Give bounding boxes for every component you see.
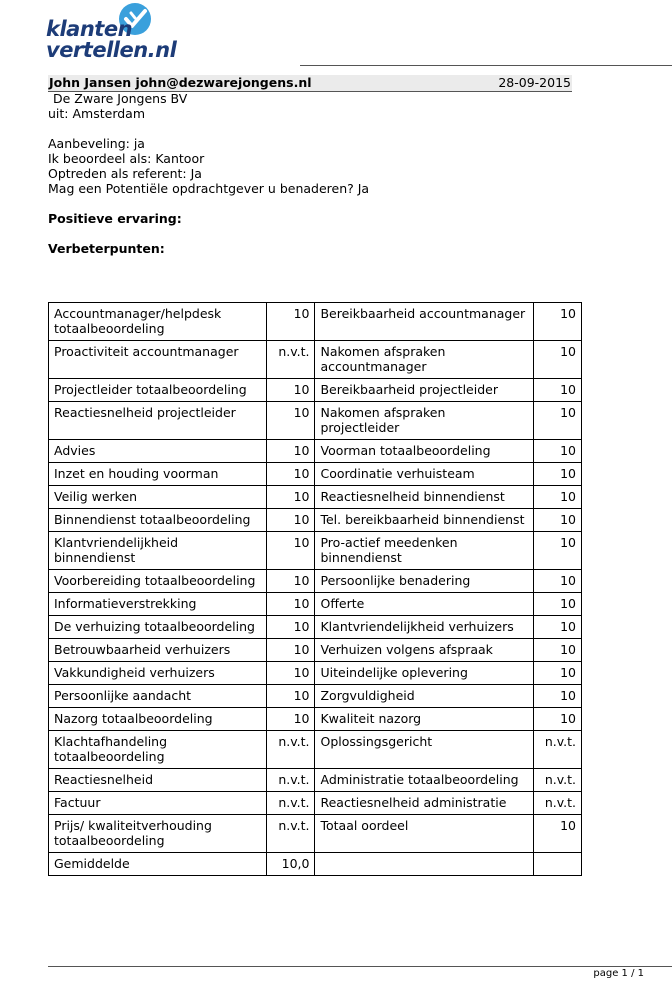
criterion-label bbox=[315, 853, 533, 876]
criterion-label: Projectleider totaalbeoordeling bbox=[49, 379, 267, 402]
score-row bbox=[49, 402, 582, 440]
criterion-label: Binnendienst totaalbeoordeling bbox=[49, 509, 267, 532]
criterion-score bbox=[533, 853, 581, 876]
header-divider bbox=[300, 65, 672, 66]
criterion-label: Reactiesnelheid administratie bbox=[315, 792, 533, 815]
criterion-label: Nazorg totaalbeoordeling bbox=[49, 708, 267, 731]
criterion-score: 10 bbox=[267, 303, 315, 341]
recommendation-line: Aanbeveling: ja bbox=[48, 136, 145, 151]
criterion-score: n.v.t. bbox=[533, 769, 581, 792]
criterion-score: 10 bbox=[267, 509, 315, 532]
score-row bbox=[49, 379, 582, 402]
criterion-label: Nakomen afspraken accountmanager bbox=[315, 341, 533, 379]
score-row bbox=[49, 532, 582, 570]
criterion-label: Kwaliteit nazorg bbox=[315, 708, 533, 731]
criterion-score: 10 bbox=[267, 463, 315, 486]
criterion-score: 10 bbox=[267, 486, 315, 509]
criterion-score: 10 bbox=[533, 616, 581, 639]
score-row bbox=[49, 662, 582, 685]
criterion-score: 10 bbox=[533, 303, 581, 341]
criterion-score: 10 bbox=[267, 532, 315, 570]
score-row bbox=[49, 731, 582, 769]
criterion-score: 10 bbox=[267, 379, 315, 402]
score-row bbox=[49, 792, 582, 815]
criterion-score: 10 bbox=[533, 639, 581, 662]
score-row bbox=[49, 616, 582, 639]
score-table bbox=[48, 302, 582, 876]
criterion-label: Reactiesnelheid bbox=[49, 769, 267, 792]
criterion-label: Zorgvuldigheid bbox=[315, 685, 533, 708]
criterion-score: 10 bbox=[267, 593, 315, 616]
score-row bbox=[49, 463, 582, 486]
score-row bbox=[49, 769, 582, 792]
criterion-label: Persoonlijke aandacht bbox=[49, 685, 267, 708]
score-row bbox=[49, 509, 582, 532]
logo-text-suffix: .nl bbox=[147, 38, 177, 62]
review-date: 28-09-2015 bbox=[498, 75, 571, 90]
company-name: De Zware Jongens BV bbox=[53, 91, 188, 106]
criterion-score: 10 bbox=[267, 616, 315, 639]
criterion-label: Advies bbox=[49, 440, 267, 463]
criterion-label: Reactiesnelheid binnendienst bbox=[315, 486, 533, 509]
criterion-label: Prijs/ kwaliteitverhouding totaalbeoordeling bbox=[49, 815, 267, 853]
criterion-label: Voorbereiding totaalbeoordeling bbox=[49, 570, 267, 593]
criterion-label: Oplossingsgericht bbox=[315, 731, 533, 769]
criterion-score: 10 bbox=[533, 463, 581, 486]
score-row bbox=[49, 593, 582, 616]
criterion-score: 10 bbox=[533, 685, 581, 708]
criterion-score: n.v.t. bbox=[267, 815, 315, 853]
criterion-label: Verhuizen volgens afspraak bbox=[315, 639, 533, 662]
criterion-label: Informatieverstrekking bbox=[49, 593, 267, 616]
review-header bbox=[48, 75, 572, 92]
score-row bbox=[49, 853, 582, 876]
criterion-score: 10 bbox=[533, 662, 581, 685]
criterion-score: n.v.t. bbox=[267, 769, 315, 792]
criterion-label: Coordinatie verhuisteam bbox=[315, 463, 533, 486]
criterion-label: Klantvriendelijkheid verhuizers bbox=[315, 616, 533, 639]
criterion-score: 10 bbox=[533, 593, 581, 616]
score-row bbox=[49, 708, 582, 731]
klantenvertellen-logo bbox=[46, 4, 177, 66]
criterion-label: Klantvriendelijkheid binnendienst bbox=[49, 532, 267, 570]
criterion-score: n.v.t. bbox=[533, 731, 581, 769]
score-row bbox=[49, 815, 582, 853]
logo-text-vertellen: vertellen bbox=[46, 38, 148, 62]
criterion-score: 10 bbox=[533, 509, 581, 532]
criterion-label: Accountmanager/helpdesk totaalbeoordeling bbox=[49, 303, 267, 341]
criterion-score: n.v.t. bbox=[533, 792, 581, 815]
logo-text-line2 bbox=[46, 40, 176, 61]
criterion-score: 10 bbox=[267, 570, 315, 593]
criterion-score: n.v.t. bbox=[267, 731, 315, 769]
criterion-label: Nakomen afspraken projectleider bbox=[315, 402, 533, 440]
logo-text-line1: klanten bbox=[46, 17, 133, 41]
positive-experience-heading: Positieve ervaring: bbox=[48, 211, 182, 226]
score-row bbox=[49, 685, 582, 708]
criterion-label: Factuur bbox=[49, 792, 267, 815]
criterion-score: 10 bbox=[533, 815, 581, 853]
criterion-label: Gemiddelde bbox=[49, 853, 267, 876]
criterion-label: Inzet en houding voorman bbox=[49, 463, 267, 486]
criterion-label: Reactiesnelheid projectleider bbox=[49, 402, 267, 440]
criterion-label: De verhuizing totaalbeoordeling bbox=[49, 616, 267, 639]
criterion-label: Betrouwbaarheid verhuizers bbox=[49, 639, 267, 662]
criterion-score: 10 bbox=[533, 486, 581, 509]
contact-permission-line: Mag een Potentiële opdrachtgever u benaderen? Ja bbox=[48, 181, 370, 196]
criterion-label: Uiteindelijke oplevering bbox=[315, 662, 533, 685]
criterion-label: Offerte bbox=[315, 593, 533, 616]
criterion-score: n.v.t. bbox=[267, 341, 315, 379]
criterion-score: 10 bbox=[267, 708, 315, 731]
criterion-score: 10 bbox=[533, 708, 581, 731]
score-row bbox=[49, 570, 582, 593]
criterion-label: Klachtafhandeling totaalbeoordeling bbox=[49, 731, 267, 769]
criterion-label: Bereikbaarheid accountmanager bbox=[315, 303, 533, 341]
criterion-score: 10,0 bbox=[267, 853, 315, 876]
criterion-score: 10 bbox=[533, 532, 581, 570]
criterion-label: Bereikbaarheid projectleider bbox=[315, 379, 533, 402]
criterion-score: 10 bbox=[533, 570, 581, 593]
criterion-score: n.v.t. bbox=[267, 792, 315, 815]
page-number: page 1 / 1 bbox=[593, 968, 644, 979]
criterion-label: Tel. bereikbaarheid binnendienst bbox=[315, 509, 533, 532]
criterion-score: 10 bbox=[533, 440, 581, 463]
criterion-label: Administratie totaalbeoordeling bbox=[315, 769, 533, 792]
score-row bbox=[49, 303, 582, 341]
criterion-score: 10 bbox=[533, 379, 581, 402]
score-row bbox=[49, 486, 582, 509]
criterion-score: 10 bbox=[267, 685, 315, 708]
referent-line: Optreden als referent: Ja bbox=[48, 166, 202, 181]
criterion-label: Veilig werken bbox=[49, 486, 267, 509]
criterion-score: 10 bbox=[533, 341, 581, 379]
score-row bbox=[49, 440, 582, 463]
footer-divider bbox=[48, 966, 672, 967]
criterion-score: 10 bbox=[533, 402, 581, 440]
company-city: uit: Amsterdam bbox=[48, 106, 146, 121]
reviewer-name-email: John Jansen john@dezwarejongens.nl bbox=[49, 75, 312, 90]
score-row bbox=[49, 639, 582, 662]
criterion-label: Voorman totaalbeoordeling bbox=[315, 440, 533, 463]
criterion-label: Vakkundigheid verhuizers bbox=[49, 662, 267, 685]
criterion-label: Totaal oordeel bbox=[315, 815, 533, 853]
score-row bbox=[49, 341, 582, 379]
criterion-score: 10 bbox=[267, 402, 315, 440]
rated-as-line: Ik beoordeel als: Kantoor bbox=[48, 151, 205, 166]
criterion-label: Pro-actief meedenken binnendienst bbox=[315, 532, 533, 570]
criterion-label: Proactiviteit accountmanager bbox=[49, 341, 267, 379]
criterion-score: 10 bbox=[267, 662, 315, 685]
criterion-label: Persoonlijke benadering bbox=[315, 570, 533, 593]
improvement-points-heading: Verbeterpunten: bbox=[48, 241, 165, 256]
criterion-score: 10 bbox=[267, 440, 315, 463]
criterion-score: 10 bbox=[267, 639, 315, 662]
